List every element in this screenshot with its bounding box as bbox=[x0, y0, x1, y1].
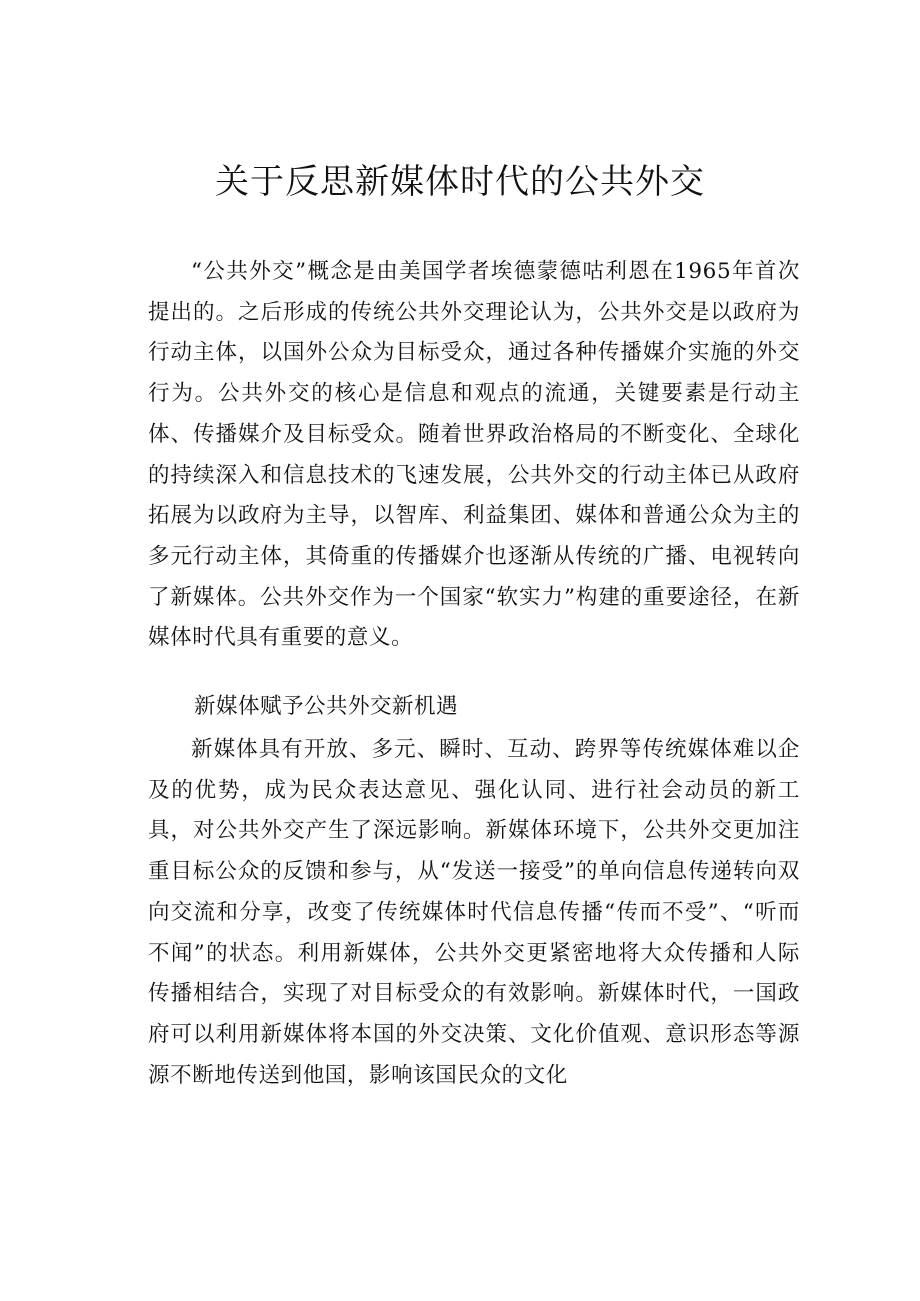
section-heading: 新媒体赋予公共外交新机遇 bbox=[194, 694, 459, 719]
paragraph-opportunities: 新媒体具有开放、多元、瞬时、互动、跨界等传统媒体难以企及的优势，成为民众表达意见、强化认同、进行社会动员的新工具，对公共外交产生了深远影响。新媒体环境下，公共外交更加注重目标公众的反馈和参与，从“发送一接受”的单向信息传递转向双向交流和分享，改变了传统媒体时代信息传播“传而不受”、“听而不闻”的状态。利用新媒体，公共外交更紧密地将大众传播和人际传播相结合，实现了对目标受众的有效影响。新媒体时代，一国政府可以利用新媒体将本国的外交决策、文化价值观、意识形态等源源不断地传送到他国，影响该国民众的文化 bbox=[148, 737, 800, 1088]
document-title: 关于反思新媒体时代的公共外交 bbox=[215, 162, 705, 202]
paragraph-intro: “公共外交”概念是由美国学者埃德蒙德咕利恩在1965年首次提出的。之后形成的传统公共外交理论认为，公共外交是以政府为行动主体，以国外公众为目标受众，通过各种传播媒介实施的外交行为。公共外交的核心是信息和观点的流通，关键要素是行动主体、传播媒介及目标受众。随着世界政治格局的不断变化、全球化的持续深入和信息技术的飞速发展，公共外交的行动主体已从政府拓展为以政府为主导，以智库、利益集团、媒体和普通公众为主的多元行动主体，其倚重的传播媒介也逐渐从传统的广播、电视转向了新媒体。公共外交作为一个国家“软实力”构建的重要途径，在新媒体时代具有重要的意义。 bbox=[148, 259, 800, 651]
